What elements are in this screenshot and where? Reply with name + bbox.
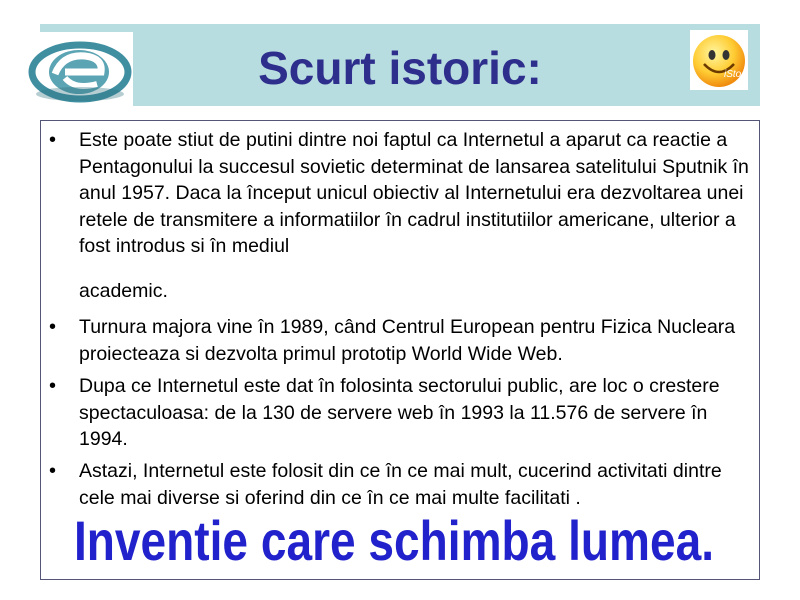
banner-text: Inventie care schimba lumea. <box>74 509 714 572</box>
logo-badge-text: iSto <box>724 69 742 80</box>
bullet-text: Dupa ce Internetul este dat în folosinta sectorului public, are loc o crestere spectaculoasa: de la 130 de servere web în 1993 la 11.576 de servere în 1994. <box>79 375 720 450</box>
bullet-text: Astazi, Internetul este folosit din ce în ce mai mult, cucerind activitati dintre cele mai diverse si oferind din ce în ce mai multe facilitati . <box>79 460 722 509</box>
list-item <box>41 458 741 511</box>
bullet-icon: • <box>49 129 57 151</box>
internet-logo-icon <box>27 32 133 106</box>
slide-title: Scurt istoric: <box>258 42 542 94</box>
bullet-icon: • <box>49 375 57 397</box>
smiley-icon <box>690 30 748 90</box>
bullet-icon: • <box>49 460 57 482</box>
bullet-continuation: academic. <box>79 279 168 302</box>
bullet-text: Turnura majora vine în 1989, când Centrul European pentru Fizica Nucleara proiecteaza si dezvolta primul prototip World Wide Web. <box>79 316 736 365</box>
list-item <box>41 127 749 304</box>
bullet-text: Este poate stiut de putini dintre noi faptul ca Internetul a aparut ca reactie a Pentagonului la succesul sovietic determinat de lansarea satelitului Sputnik în anul 1957. Daca la început unicul obiectiv al Internetului era dezvoltarea unei retele de transmitere a informatiilor în cadrul institutiilor americane, ulterior a fost introdus si în mediul <box>79 129 749 257</box>
bullet-icon: • <box>49 316 57 338</box>
wordart-banner <box>40 505 760 575</box>
list-item <box>41 314 741 367</box>
list-item <box>41 373 741 453</box>
